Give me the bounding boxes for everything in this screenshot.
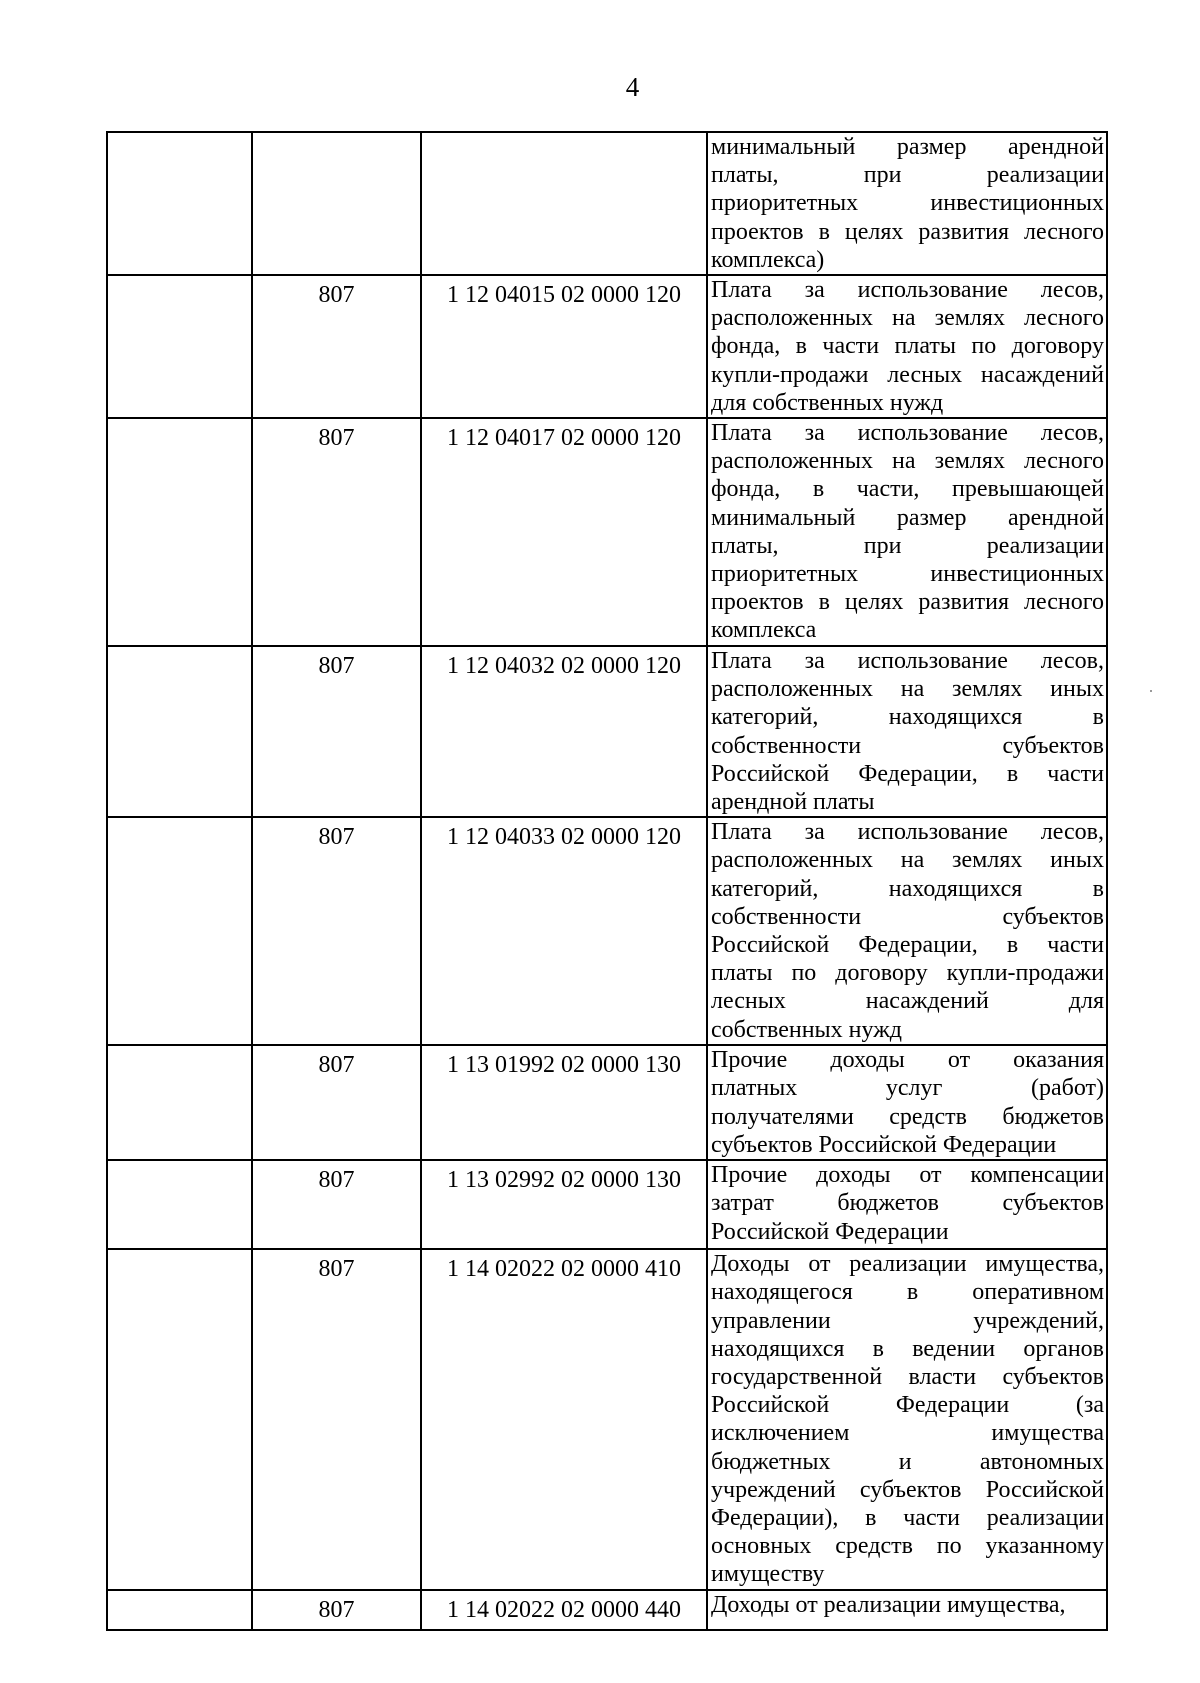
admin-code-cell: 807 bbox=[252, 418, 421, 646]
table-row bbox=[107, 1590, 1107, 1630]
admin-code-cell: 807 bbox=[252, 646, 421, 817]
empty-cell bbox=[107, 1249, 252, 1589]
page-number: 4 bbox=[625, 72, 640, 102]
revenue-code-cell: 1 14 02022 02 0000 410 bbox=[421, 1249, 707, 1589]
revenue-name-line: управлении учреждений, bbox=[711, 1307, 1104, 1334]
revenue-name-line: минимальный размер арендной bbox=[711, 134, 1104, 160]
admin-code-cell: 807 bbox=[252, 1590, 421, 1630]
revenue-name-cell bbox=[707, 1160, 1107, 1249]
empty-cell bbox=[107, 646, 252, 817]
table-row bbox=[107, 275, 1107, 418]
revenue-code-cell: 1 12 04015 02 0000 120 bbox=[421, 275, 707, 418]
revenue-name-line: Плата за использование лесов, bbox=[711, 277, 1104, 304]
empty-cell bbox=[107, 1590, 252, 1630]
revenue-name-line: Прочие доходы от оказания bbox=[711, 1047, 1104, 1074]
revenue-name-line: приоритетных инвестиционных bbox=[711, 190, 1104, 217]
revenue-name-line: платы, при реализации bbox=[711, 532, 1104, 559]
table-body bbox=[107, 132, 1107, 1630]
revenue-name-line: фонда, в части платы по договору bbox=[711, 333, 1104, 360]
revenue-name-line: платы по договору купли-продажи bbox=[711, 960, 1104, 987]
empty-cell bbox=[107, 418, 252, 646]
revenue-name-line: расположенных на землях иных bbox=[711, 847, 1104, 874]
revenue-code-cell: 1 12 04017 02 0000 120 bbox=[421, 418, 707, 646]
revenue-name-line: субъектов Российской Федерации bbox=[711, 1131, 1057, 1158]
revenue-name-line: платы, при реализации bbox=[711, 162, 1104, 189]
admin-code-cell: 807 bbox=[252, 275, 421, 418]
revenue-name-line: Прочие доходы от компенсации bbox=[711, 1162, 1104, 1189]
revenue-name-line: проектов в целях развития лесного bbox=[711, 589, 1104, 616]
revenue-name-cell bbox=[707, 418, 1107, 646]
revenue-name-line: собственности субъектов bbox=[711, 903, 1104, 930]
revenue-name-line: для собственных нужд bbox=[711, 389, 944, 416]
revenue-name-line: расположенных на землях лесного bbox=[711, 448, 1104, 475]
revenue-code-cell: 1 13 01992 02 0000 130 bbox=[421, 1045, 707, 1160]
revenue-code-cell bbox=[421, 132, 707, 275]
revenue-name-cell bbox=[707, 1249, 1107, 1589]
scan-speck bbox=[1150, 690, 1152, 692]
revenue-name-line: Плата за использование лесов, bbox=[711, 819, 1104, 846]
revenue-name-line: расположенных на землях иных bbox=[711, 676, 1104, 703]
revenue-name-line: Российской Федерации, в части bbox=[711, 932, 1104, 959]
table-row bbox=[107, 1249, 1107, 1589]
revenue-name-line: учреждений субъектов Российской bbox=[711, 1476, 1104, 1503]
table-row bbox=[107, 418, 1107, 646]
revenue-name-cell bbox=[707, 132, 1107, 275]
revenue-name-line: Российской Федерации (за bbox=[711, 1392, 1104, 1419]
revenue-name-line: приоритетных инвестиционных bbox=[711, 561, 1104, 588]
revenue-name-line: категорий, находящихся в bbox=[711, 704, 1104, 731]
revenue-name-line: Российской Федерации, в части bbox=[711, 760, 1104, 787]
empty-cell bbox=[107, 132, 252, 275]
revenue-name-line: купли-продажи лесных насаждений bbox=[711, 361, 1104, 388]
revenue-name-line: собственных нужд bbox=[711, 1016, 902, 1043]
admin-code-cell: 807 bbox=[252, 817, 421, 1045]
revenue-name-line: получателями средств бюджетов bbox=[711, 1103, 1104, 1130]
revenue-name-line: комплекса) bbox=[711, 246, 825, 273]
revenue-name-line: затрат бюджетов субъектов bbox=[711, 1190, 1104, 1217]
revenue-name-line: Доходы от реализации имущества, bbox=[711, 1251, 1104, 1278]
revenue-name-line: лесных насаждений для bbox=[711, 988, 1104, 1015]
empty-cell bbox=[107, 817, 252, 1045]
admin-code-cell: 807 bbox=[252, 1160, 421, 1249]
table-row bbox=[107, 817, 1107, 1045]
admin-code-cell: 807 bbox=[252, 1045, 421, 1160]
revenue-name-line: фонда, в части, превышающей bbox=[711, 476, 1104, 503]
revenue-name-line: Плата за использование лесов, bbox=[711, 648, 1104, 675]
revenue-name-cell bbox=[707, 1590, 1107, 1630]
revenue-name-line: платных услуг (работ) bbox=[711, 1075, 1104, 1102]
revenue-name-cell bbox=[707, 817, 1107, 1045]
revenue-name-line: имуществу bbox=[711, 1561, 825, 1588]
revenue-codes-table bbox=[106, 131, 1108, 1631]
revenue-name-line: минимальный размер арендной bbox=[711, 504, 1104, 531]
table-row bbox=[107, 132, 1107, 275]
revenue-name-line: Российской Федерации bbox=[711, 1218, 949, 1245]
table-row bbox=[107, 646, 1107, 817]
revenue-name-line: бюджетных и автономных bbox=[711, 1448, 1104, 1475]
admin-code-cell bbox=[252, 132, 421, 275]
revenue-name-cell bbox=[707, 1045, 1107, 1160]
revenue-name-line: находящихся в ведении органов bbox=[711, 1335, 1104, 1362]
revenue-name-line: категорий, находящихся в bbox=[711, 875, 1104, 902]
table-row bbox=[107, 1160, 1107, 1249]
revenue-name-line: Федерации), в части реализации bbox=[711, 1505, 1104, 1532]
empty-cell bbox=[107, 1160, 252, 1249]
revenue-code-cell: 1 12 04032 02 0000 120 bbox=[421, 646, 707, 817]
revenue-name-cell bbox=[707, 646, 1107, 817]
revenue-name-cell bbox=[707, 275, 1107, 418]
revenue-name-line: находящегося в оперативном bbox=[711, 1279, 1104, 1306]
revenue-name-line: государственной власти субъектов bbox=[711, 1364, 1104, 1391]
revenue-code-cell: 1 14 02022 02 0000 440 bbox=[421, 1590, 707, 1630]
revenue-name-line: собственности субъектов bbox=[711, 732, 1104, 759]
revenue-name-line: арендной платы bbox=[711, 789, 875, 816]
revenue-code-cell: 1 13 02992 02 0000 130 bbox=[421, 1160, 707, 1249]
revenue-name-line: Доходы от реализации имущества, bbox=[711, 1591, 1066, 1618]
admin-code-cell: 807 bbox=[252, 1249, 421, 1589]
revenue-name-line: расположенных на землях лесного bbox=[711, 305, 1104, 332]
revenue-name-line: исключением имущества bbox=[711, 1420, 1104, 1447]
revenue-name-line: основных средств по указанному bbox=[711, 1533, 1104, 1560]
empty-cell bbox=[107, 275, 252, 418]
revenue-name-line: Плата за использование лесов, bbox=[711, 420, 1104, 447]
empty-cell bbox=[107, 1045, 252, 1160]
revenue-name-line: комплекса bbox=[711, 617, 817, 644]
revenue-name-line: проектов в целях развития лесного bbox=[711, 218, 1104, 245]
revenue-code-cell: 1 12 04033 02 0000 120 bbox=[421, 817, 707, 1045]
table-row bbox=[107, 1045, 1107, 1160]
